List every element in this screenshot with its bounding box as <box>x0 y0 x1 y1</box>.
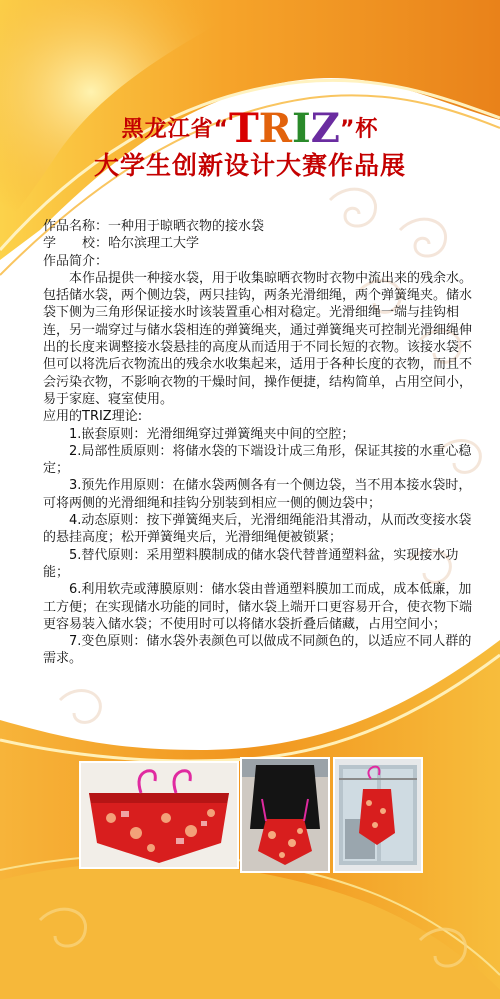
product-photo-folded-bag <box>79 761 239 869</box>
product-photo-hanging-garment <box>240 757 330 873</box>
triz-letter-z: Z <box>310 105 340 152</box>
triz-letter-r: R <box>258 105 293 152</box>
poster-title-line1 <box>0 105 500 152</box>
principle-7: 7.变色原则：储水袋外表颜色可以做成不同颜色的，以适应不同人群的需求。 <box>43 634 472 667</box>
school-line <box>43 235 473 252</box>
principle-1: 1.嵌套原则：光滑细绳穿过弹簧绳夹中间的空腔； <box>69 426 355 442</box>
title-prefix: 黑龙江省“ <box>121 117 230 142</box>
theory-heading: 应用的TRIZ理论: <box>43 409 143 425</box>
title-triz <box>229 105 340 152</box>
intro-label: 作品简介： <box>43 253 109 269</box>
intro-paragraph: 本作品提供一种接水袋，用于收集晾晒衣物时衣物中流出来的残余水。包括储水袋，两个侧边袋，两只挂钩，两条光滑细绳，两个弹簧绳夹。储水袋下侧为三角形保证接水时该装置重心相对稳定。光滑细绳一端与挂钩相连，另一端穿过与储水袋相连的弹簧绳夹，通过弹簧绳夹可控制光滑细绳伸出的长度来调整接水袋悬挂的高度从而适用于不同长短的衣物。该接水袋不但可以将洗后衣物流出的残余水收集起来，适用于各种长度的衣物，而且不会污染衣物，不影响衣物的干燥时间，操作便捷，结构简单，占用空间小，易于家庭、寝室使用。 <box>43 270 473 407</box>
principle-4: 4.动态原则：按下弹簧绳夹后，光滑细绳能沿其滑动，从而改变接水袋的悬挂高度；松开弹簧绳夹后，光滑细绳便被锁紧； <box>43 513 472 546</box>
poster-content <box>43 218 473 668</box>
title-suffix: ”杯 <box>339 117 379 142</box>
triz-letter-t: T <box>229 105 259 152</box>
principle-5: 5.替代原则：采用塑料膜制成的储水袋代替普通塑料盆，实现接水功能； <box>43 547 459 580</box>
principle-2: 2.局部性质原则：将储水袋的下端设计成三角形，保证其接的水重心稳定； <box>43 443 472 477</box>
triz-letter-i: I <box>292 105 311 152</box>
principle-3: 3.预先作用原则：在储水袋两侧各有一个侧边袋，当不用本接水袋时，可将两侧的光滑细绳和挂钩分别装到相应一侧的侧边袋中； <box>43 478 472 511</box>
school-label: 学 校： <box>43 236 109 252</box>
poster-title-line2: 大学生创新设计大赛作品展 <box>93 151 406 180</box>
product-photo-window <box>333 757 423 873</box>
principle-6: 6.利用软壳或薄膜原则：储水袋由普通塑料膜加工而成，成本低廉，加工方便；在实现储水功能的同时，储水袋上端开口更容易开合，使衣物下端更容易装入储水袋；不使用时可以将储水袋折叠后储藏，占用空间小； <box>43 582 473 632</box>
work-name: 作品名称：一种用于晾晒衣物的接水袋 <box>43 219 265 234</box>
school-name: 哈尔滨理工大学 <box>108 236 200 252</box>
